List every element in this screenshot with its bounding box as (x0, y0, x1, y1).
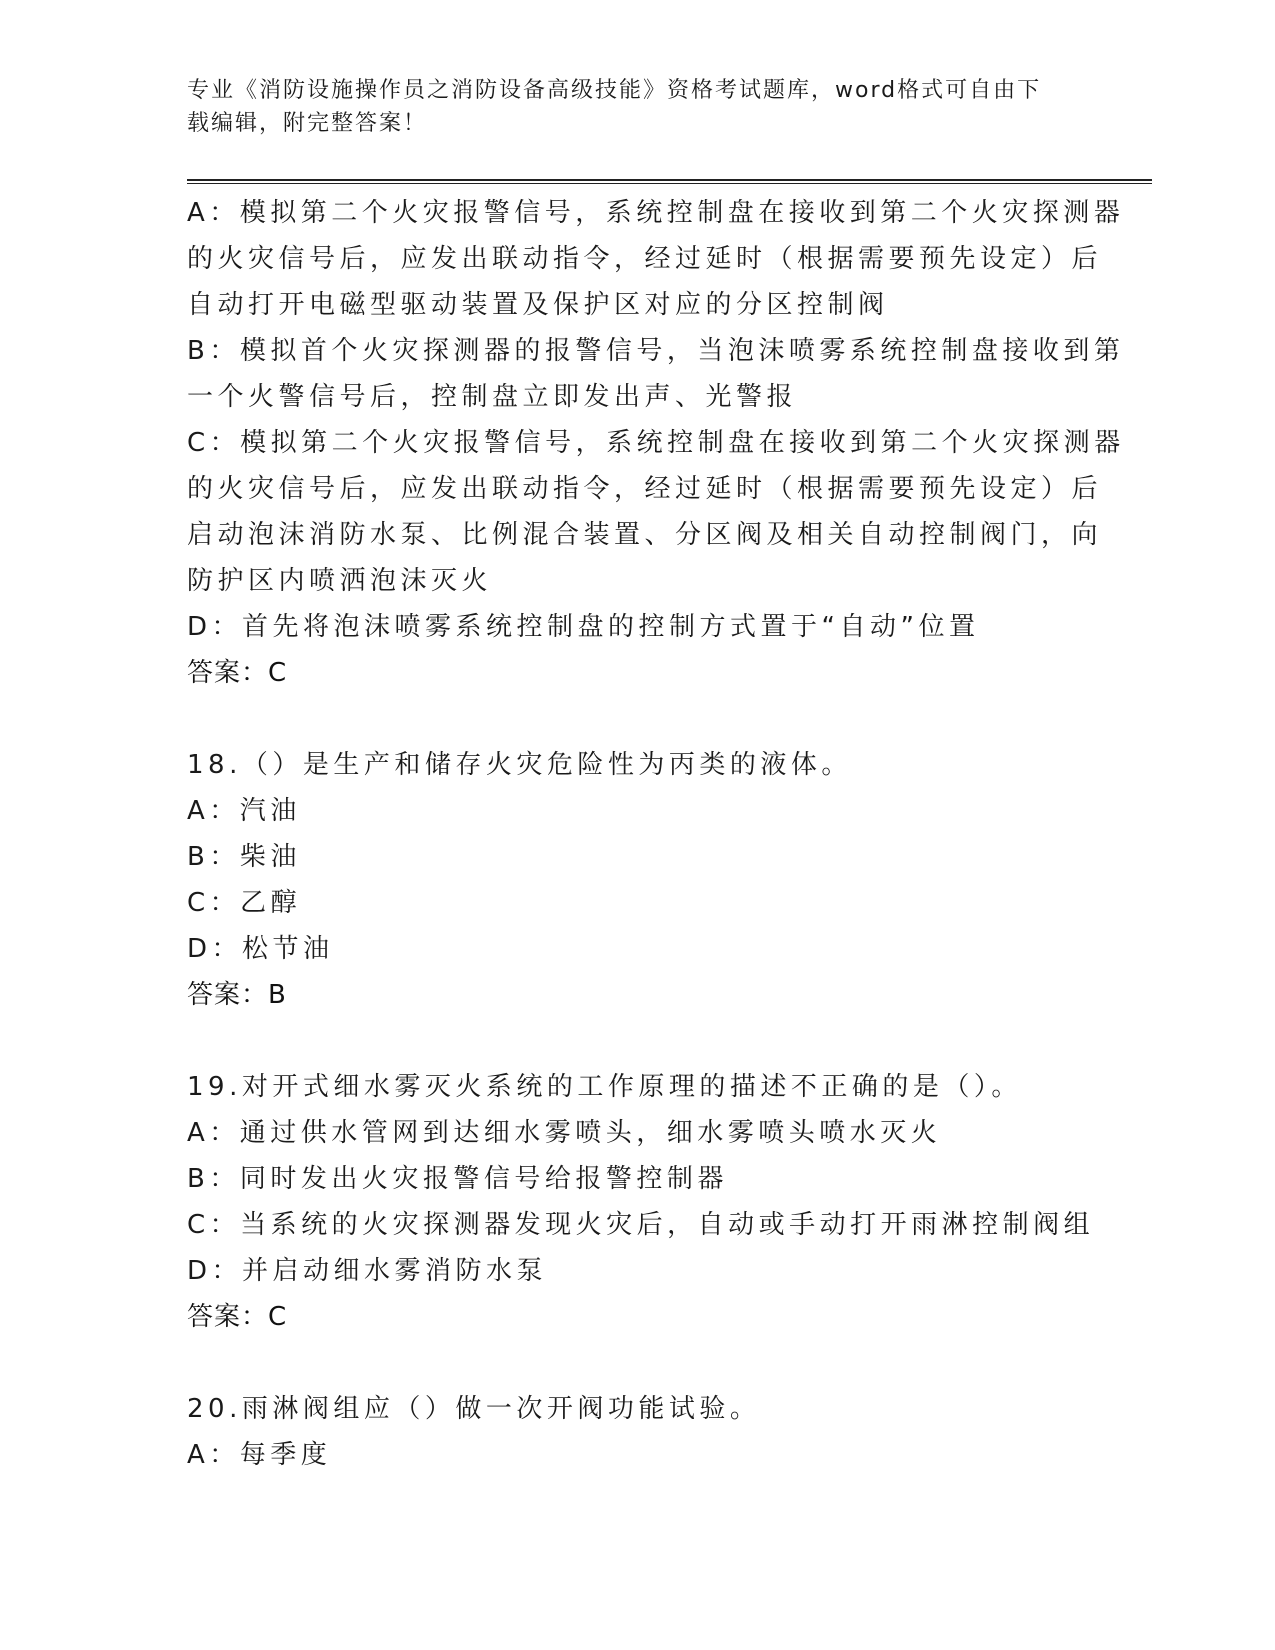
header-line-2: 载编辑，附完整答案！ (187, 111, 428, 136)
q19-answer: 答案：C (187, 1302, 288, 1332)
question-19-block (187, 1064, 1095, 1340)
q17-option-a-line-3: 自动打开电磁型驱动装置及保护区对应的分区控制阀 (187, 290, 889, 320)
document-header (187, 74, 1067, 140)
q18-answer: 答案：B (187, 980, 287, 1010)
q18-question: 18.（）是生产和储存火灾危险性为丙类的液体。 (187, 750, 852, 780)
q18-option-c: C：乙醇 (187, 888, 302, 918)
header-rule-thick (187, 179, 1152, 181)
spacer (187, 696, 1087, 742)
q17-option-a-line-2: 的火灾信号后，应发出联动指令，经过延时（根据需要预先设定）后 (187, 244, 1103, 274)
q17-option-c-line-3: 启动泡沫消防水泵、比例混合装置、分区阀及相关自动控制阀门，向 (187, 520, 1103, 550)
header-line-1: 专业《消防设施操作员之消防设备高级技能》资格考试题库，word格式可自由下 (187, 78, 1042, 103)
q19-question: 19.对开式细水雾灭火系统的工作原理的描述不正确的是（）。 (187, 1072, 1022, 1102)
q18-option-a: A：汽油 (187, 796, 301, 826)
q19-option-d: D：并启动细水雾消防水泵 (187, 1256, 548, 1286)
question-17-block (187, 190, 1125, 696)
question-20-block (187, 1386, 1087, 1478)
header-rule-thin (187, 183, 1152, 184)
q17-option-b-line-2: 一个火警信号后，控制盘立即发出声、光警报 (187, 382, 798, 412)
q20-question: 20.雨淋阀组应（）做一次开阀功能试验。 (187, 1394, 761, 1424)
q17-option-c-line-2: 的火灾信号后，应发出联动指令，经过延时（根据需要预先设定）后 (187, 474, 1103, 504)
spacer (187, 1340, 1087, 1386)
q17-option-b-line-1: B：模拟首个火灾探测器的报警信号，当泡沫喷雾系统控制盘接收到第 (187, 336, 1125, 366)
q19-option-b: B：同时发出火灾报警信号给报警控制器 (187, 1164, 728, 1194)
q17-answer: 答案：C (187, 658, 288, 688)
q20-option-a: A：每季度 (187, 1440, 332, 1470)
spacer (187, 1018, 1087, 1064)
q18-option-d: D：松节油 (187, 934, 334, 964)
question-list (187, 190, 1125, 1478)
q17-option-c-line-4: 防护区内喷洒泡沫灭火 (187, 566, 493, 596)
q17-option-c-line-1: C：模拟第二个火灾报警信号，系统控制盘在接收到第二个火灾探测器 (187, 428, 1125, 458)
q19-option-a: A：通过供水管网到达细水雾喷头，细水雾喷头喷水灭火 (187, 1118, 942, 1148)
q18-option-b: B：柴油 (187, 842, 301, 872)
q17-option-d: D：首先将泡沫喷雾系统控制盘的控制方式置于“自动”位置 (187, 612, 980, 642)
q19-option-c: C：当系统的火灾探测器发现火灾后，自动或手动打开雨淋控制阀组 (187, 1210, 1095, 1240)
question-18-block (187, 742, 1087, 1018)
q17-option-a-line-1: A：模拟第二个火灾报警信号，系统控制盘在接收到第二个火灾探测器 (187, 198, 1125, 228)
